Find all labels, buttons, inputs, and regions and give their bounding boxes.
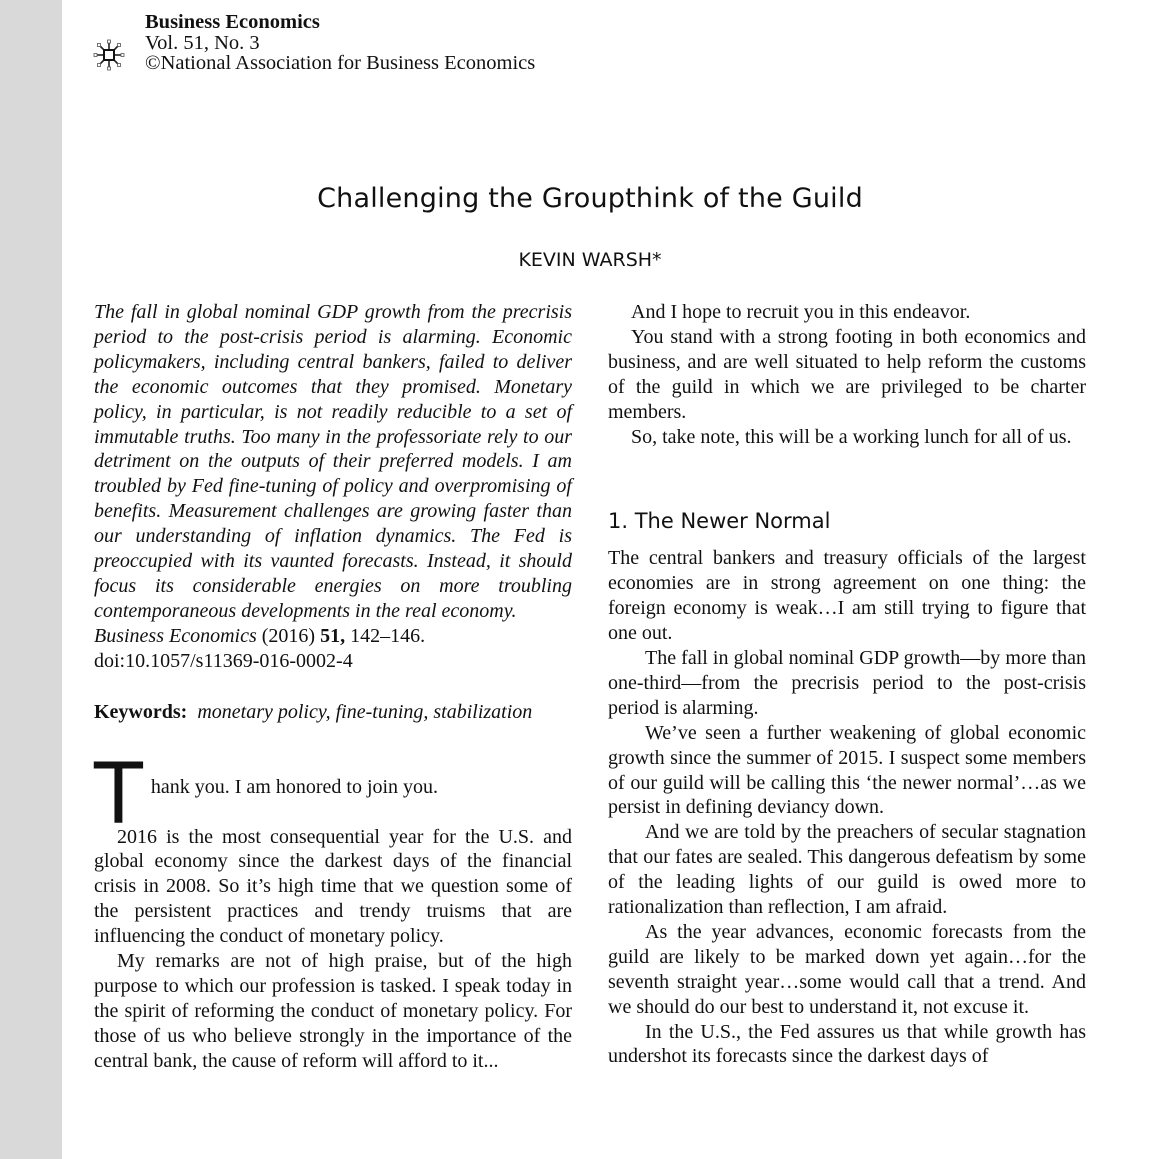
journal-copyright: ©National Association for Business Economics <box>145 52 536 74</box>
body-paragraph: The central bankers and treasury officials of the largest economies are in strong agreement on one thing: the foreign economy is weak…I am still trying to figure that one out. <box>608 547 1086 645</box>
right-column <box>608 300 1086 1069</box>
keywords <box>94 700 572 725</box>
doi: doi:10.1057/s11369-016-0002-4 <box>94 649 353 672</box>
journal-volume: Vol. 51, No. 3 <box>145 31 260 54</box>
journal-header <box>145 12 535 74</box>
body-paragraph: We’ve seen a further weakening of global economic growth since the summer of 2015. I suspect some members of our guild will be calling this ‘the newer normal’…as we persist in defining deviancy down. <box>608 721 1086 819</box>
body-paragraph: In the U.S., the Fed assures us that while growth has undershot its forecasts since the darkest days of <box>608 1020 1086 1068</box>
opening-line: hank you. I am honored to join you. <box>150 775 439 798</box>
body-paragraph: The fall in global nominal GDP growth—by more than one-third—from the precrisis period to the post-crisis period is alarming. <box>608 646 1086 719</box>
citation-journal: Business Economics <box>94 624 257 647</box>
journal-name: Business Economics <box>145 11 320 33</box>
citation-volume: 51, <box>320 624 346 647</box>
body-paragraph: As the year advances, economic forecasts from the guild are likely to be marked down yet again…for the seventh straight year…some would call that a trend. And we should do our best to understand it, not excuse it. <box>608 920 1086 1018</box>
article-author: KEVIN WARSH* <box>518 249 662 271</box>
body-paragraph: And I hope to recruit you in this endeavor. <box>631 301 971 323</box>
body-paragraph: My remarks are not of high praise, but of the high purpose to which our profession is tasked. I speak today in the spirit of reforming the conduct of monetary policy. For those of us who believe strongly in the importance of the central bank, the cause of reform will afford to it... <box>94 950 572 1072</box>
citation-year: (2016) <box>256 624 321 647</box>
citation-pages: 142–146. <box>345 624 426 647</box>
section-heading: 1. The Newer Normal <box>608 509 831 534</box>
body-paragraph: And we are told by the preachers of secular stagnation that our fates are sealed. This dangerous defeatism by some of the leading lights of our guild is owed more to rationalization than reflection, I am afraid. <box>608 821 1086 919</box>
drop-cap: T <box>94 744 143 842</box>
keywords-values: monetary policy, fine-tuning, stabilization <box>197 700 533 723</box>
left-column <box>94 300 572 1074</box>
citation <box>94 624 572 649</box>
star-network-logo-icon <box>92 38 126 72</box>
body-paragraph: 2016 is the most consequential year for the U.S. and global economy since the darkest days of the financial crisis in 2008. So it’s high time that we question some of the persistent practices and trendy truisms that are influencing the conduct of monetary policy. <box>94 825 572 948</box>
body-paragraph: So, take note, this will be a working lunch for all of us. <box>631 425 1072 448</box>
opening-paragraph <box>94 744 572 842</box>
viewer-left-margin <box>0 0 62 1159</box>
document-page <box>62 0 1160 1159</box>
abstract: The fall in global nominal GDP growth from the precrisis period to the post-crisis period is alarming. Economic policymakers, including central bankers, failed to deliver the economic outcomes that they promised. Monetary policy, in particular, is not readily reducible to a set of immutable truths. Too many in the professoriate rely to our detriment on the outputs of their preferred models. I am troubled by Fed fine-tuning of policy and overpromising of benefits. Measurement challenges are growing faster than our understanding of inflation dynamics. The Fed is preoccupied with its vaunted forecasts. Instead, it should focus its considerable energies on more troubling contemporaneous developments in the real economy. <box>94 301 572 622</box>
body-paragraph: You stand with a strong footing in both economics and business, and are well situated to help reform the customs of the guild in which we are privileged to be charter members. <box>608 325 1086 423</box>
article-title: Challenging the Groupthink of the Guild <box>317 183 863 214</box>
keywords-label: Keywords: <box>94 700 188 723</box>
